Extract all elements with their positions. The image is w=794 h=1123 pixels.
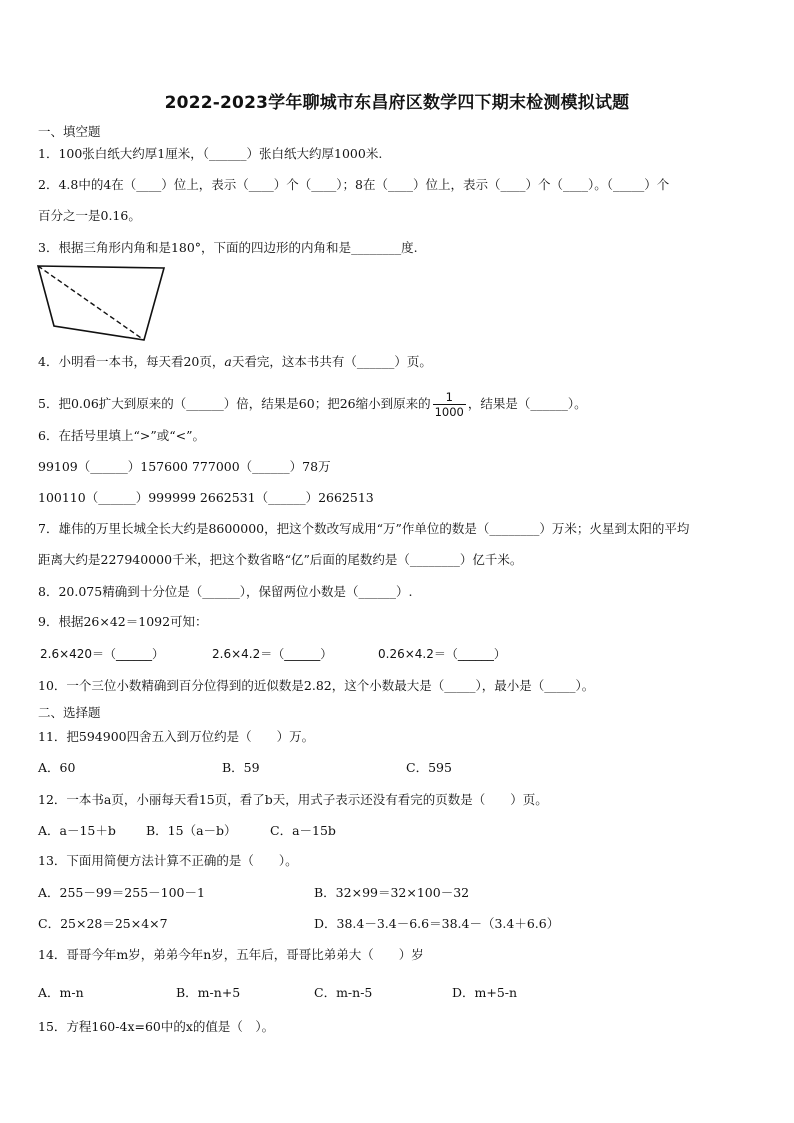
section-fill-blank: 一、填空题 (38, 124, 101, 139)
question-11: 11．把594900四舍五入到万位约是（ ）万。 (38, 729, 315, 744)
q12-option-c: C．a－15b (270, 823, 336, 838)
page-title: 2022-2023学年聊城市东昌府区数学四下期末检测模拟试题 (164, 93, 630, 113)
question-6-row-2: 100110（______）999999 2662531（______）2662513 (38, 490, 374, 505)
fraction-numerator: 1 (433, 390, 466, 405)
question-3: 3．根据三角形内角和是180°，下面的四边形的内角和是________度. (38, 240, 418, 255)
question-10: 10．一个三位小数精确到百分位得到的近似数是2.82，这个小数最大是（_____），最小是（_____）。 (38, 678, 595, 693)
q13-option-b: B．32×99＝32×100－32 (314, 885, 470, 900)
question-9-b: 2.6×4.2＝（______） (212, 647, 333, 661)
question-12: 12．一本书a页，小丽每天看15页，看了b天，用式子表示还没有看完的页数是（ ）页。 (38, 792, 548, 807)
question-4-post: 天看完，这本书共有（______）页。 (231, 354, 432, 369)
q14-option-d: D．m+5-n (452, 985, 518, 1000)
question-1: 1．100张白纸大约厚1厘米，（______）张白纸大约厚1000米. (38, 146, 383, 161)
question-9-c: 0.26×4.2＝（______） (378, 647, 506, 661)
question-7-line-2: 距离大约是227940000千米，把这个数省略“亿”后面的尾数约是（________）亿千米。 (38, 552, 523, 567)
q14-option-c: C．m-n-5 (314, 985, 373, 1000)
fraction (433, 390, 466, 419)
question-5-post: ，结果是（______）。 (467, 396, 587, 411)
q12-option-b: B．15（a－b） (146, 823, 237, 838)
quadrilateral-figure (34, 262, 174, 346)
question-4-variable: a (224, 354, 232, 369)
question-14: 14．哥哥今年m岁，弟弟今年n岁，五年后，哥哥比弟弟大（ ）岁 (38, 947, 424, 962)
fraction-denominator: 1000 (434, 405, 464, 419)
q12-option-a: A．a－15＋b (38, 823, 116, 838)
question-6-row-1: 99109（______）157600 777000（______）78万 (38, 459, 331, 474)
question-2-line-1: 2．4.8中的4在（____）位上，表示（____）个（____）；8在（____）位上，表示（____）个（____）。（_____）个 (38, 177, 670, 192)
question-13: 13．下面用简便方法计算不正确的是（ ）。 (38, 853, 298, 868)
q14-option-a: A．m-n (38, 985, 84, 1000)
question-7-line-1: 7．雄伟的万里长城全长大约是8600000，把这个数改写成用“万”作单位的数是（________）万米；火星到太阳的平均 (38, 521, 690, 536)
question-6: 6．在括号里填上“>”或“<”。 (38, 428, 205, 443)
section-multiple-choice: 二、选择题 (38, 705, 101, 720)
q11-option-a: A．60 (38, 760, 76, 775)
question-15: 15．方程160-4x=60中的x的值是（ ）。 (38, 1019, 275, 1034)
q13-option-a: A．255－99＝255－100－1 (38, 885, 205, 900)
q13-option-d: D．38.4－3.4－6.6＝38.4－（3.4＋6.6） (314, 916, 560, 931)
question-5 (38, 390, 587, 419)
question-4 (38, 354, 432, 370)
question-9-a: 2.6×420＝（______） (40, 647, 165, 661)
question-2-line-2: 百分之一是0.16。 (38, 208, 141, 223)
q11-option-b: B．59 (222, 760, 260, 775)
quadrilateral-outline (38, 266, 164, 340)
question-5-pre: 5．把0.06扩大到原来的（______）倍，结果是60；把26缩小到原来的 (38, 396, 431, 411)
q11-option-c: C．595 (406, 760, 452, 775)
question-8: 8．20.075精确到十分位是（______），保留两位小数是（______）. (38, 584, 413, 599)
quadrilateral-diagonal (38, 266, 144, 340)
question-4-pre: 4．小明看一本书，每天看20页， (38, 354, 225, 369)
q14-option-b: B．m-n+5 (176, 985, 241, 1000)
q13-option-c: C．25×28＝25×4×7 (38, 916, 168, 931)
question-9: 9．根据26×42＝1092可知： (38, 614, 208, 629)
